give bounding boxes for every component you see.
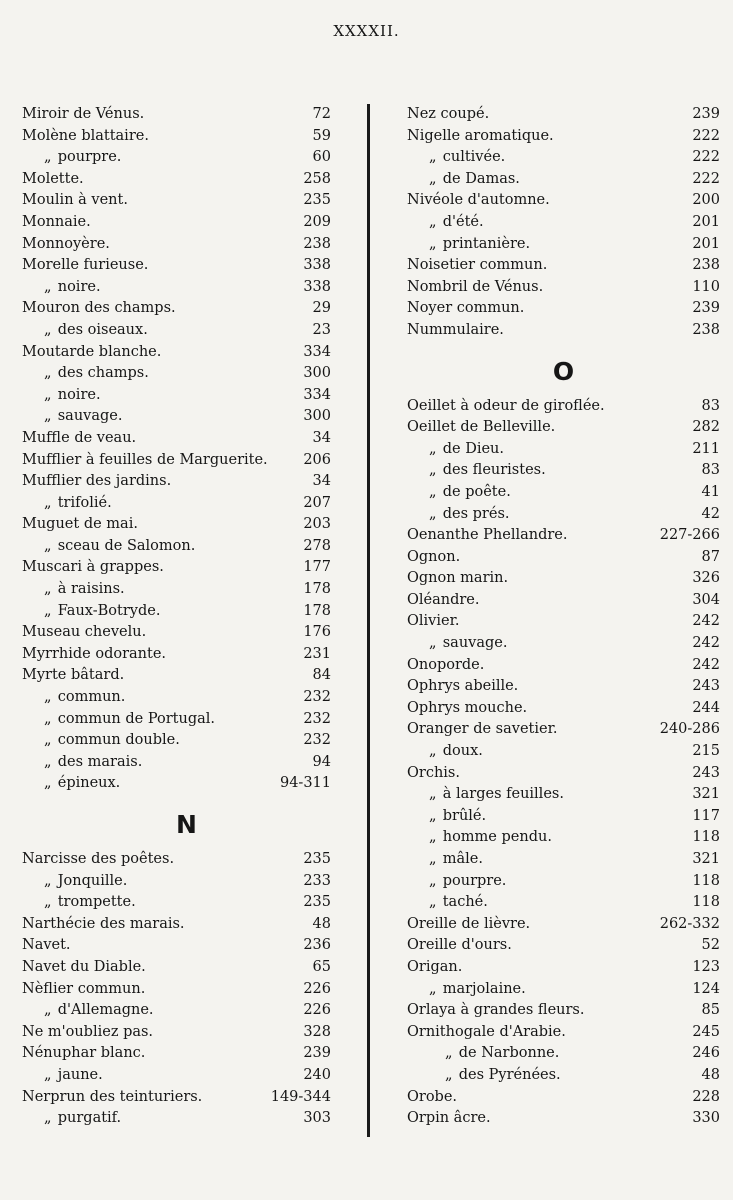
index-entry [407,1065,720,1087]
index-entry [407,169,720,191]
entry-page-number: 94 [312,753,331,770]
index-entry [22,665,331,687]
index-entry [407,1022,720,1044]
index-entry [407,827,720,849]
entry-term: „ à raisins. [22,579,125,601]
entry-term: Mufflier à feuilles de Marguerite. [22,451,268,468]
entry-page-number: 239 [692,300,720,317]
index-entry [407,655,720,677]
entry-term: „ mâle. [407,849,483,871]
entry-page-number: 34 [312,473,331,490]
entry-page-number: 203 [303,516,331,533]
index-entry [22,935,331,957]
column-divider [367,104,370,1137]
entry-term: „ des fleuristes. [407,460,546,482]
entry-term: „ brûlé. [407,806,486,828]
entry-term: Muffle de veau. [22,429,137,446]
entry-page-number: 48 [312,915,331,932]
entry-page-number: 238 [303,235,331,252]
entry-term: Moutarde blanche. [22,343,162,360]
index-entry [22,957,331,979]
index-column-left [22,104,331,1130]
index-entry [22,471,331,493]
index-column-right [407,104,720,1130]
entry-page-number: 246 [692,1045,720,1062]
index-entry [407,147,720,169]
entry-page-number: 233 [303,872,331,889]
entry-term: „ sauvage. [407,633,507,655]
index-entry [22,493,331,515]
entry-page-number: 123 [692,958,720,975]
entry-page-number: 235 [303,894,331,911]
entry-term: Oeillet à odeur de giroflée. [407,397,605,414]
entry-page-number: 232 [303,732,331,749]
index-entry [22,342,331,364]
entry-term: „ taché. [407,892,488,914]
entry-page-number: 239 [692,106,720,122]
entry-page-number: 321 [692,786,720,803]
index-entry [407,935,720,957]
index-entry [22,979,331,1001]
entry-page-number: 222 [692,149,720,166]
index-entry [407,1000,720,1022]
entry-term: „ homme pendu. [407,827,552,849]
entry-term: „ Jonquille. [22,871,127,893]
entry-term: „ noire. [22,385,101,407]
index-entry [407,547,720,569]
entry-term: „ des oiseaux. [22,320,148,342]
entry-page-number: 72 [312,106,331,122]
entry-page-number: 238 [692,321,720,338]
entry-term: „ sceau de Salomon. [22,536,195,558]
entry-page-number: 211 [692,440,720,457]
entry-term: Narcisse des poêtes. [22,851,175,867]
entry-page-number: 226 [303,1002,331,1019]
entry-term: Myrte bâtard. [22,667,125,684]
entry-term: „ d'Allemagne. [22,1000,154,1022]
entry-term: Ophrys mouche. [407,699,528,716]
entry-term: Oreille de lièvre. [407,915,531,932]
entry-term: „ trifolié. [22,493,112,515]
entry-term: Orpin âcre. [407,1110,491,1127]
index-entry [22,1065,331,1087]
entry-term: Onoporde. [407,656,485,673]
entry-page-number: 206 [303,451,331,468]
index-entry [22,773,331,795]
entry-term: Nénuphar blanc. [22,1045,146,1062]
index-entry [407,439,720,461]
entry-page-number: 34 [312,429,331,446]
entry-page-number: 59 [312,127,331,144]
index-entry [407,212,720,234]
entry-term: Muguet de mai. [22,516,138,533]
index-entry [407,957,720,979]
entry-page-number: 124 [692,980,720,997]
index-entry [407,806,720,828]
entry-term: Nez coupé. [407,106,490,122]
entry-term: Oléandre. [407,591,480,608]
entry-term: „ d'été. [407,212,484,234]
entry-term: Oeillet de Belleville. [407,419,556,436]
index-entry [407,104,720,126]
index-entry [22,849,331,871]
entry-term: „ Faux-Botryde. [22,601,160,623]
entry-page-number: 334 [303,386,331,403]
entry-term: Museau chevelu. [22,624,147,641]
index-entry [22,622,331,644]
index-entry [22,190,331,212]
index-entry [22,871,331,893]
entry-term: Mufflier des jardins. [22,473,172,490]
entry-page-number: 207 [303,494,331,511]
entry-term: Noisetier commun. [407,257,548,274]
entry-term: Monnoyère. [22,235,110,252]
entry-page-number: 330 [692,1110,720,1127]
index-entry [407,741,720,763]
index-entry [22,1022,331,1044]
entry-term: „ commun de Portugal. [22,709,215,731]
entry-term: „ cultivée. [407,147,505,169]
entry-term: Ognon. [407,548,461,565]
entry-page-number: 238 [692,257,720,274]
entry-term: „ doux. [407,741,483,763]
index-entry [407,763,720,785]
index-entry [407,190,720,212]
entry-term: Nerprun des teinturiers. [22,1088,203,1105]
entry-page-number: 200 [692,192,720,209]
index-entry [407,611,720,633]
entry-page-number: 222 [692,170,720,187]
entry-term: Noyer commun. [407,300,525,317]
entry-term: „ des champs. [22,363,149,385]
entry-page-number: 243 [692,678,720,695]
entry-page-number: 303 [303,1110,331,1127]
entry-term: Nombril de Vénus. [407,278,544,295]
entry-page-number: 178 [303,581,331,598]
index-entry [22,579,331,601]
entry-term: „ pourpre. [22,147,121,169]
index-entry [22,320,331,342]
entry-page-number: 242 [692,635,720,652]
entry-page-number: 209 [303,213,331,230]
entry-page-number: 228 [692,1088,720,1105]
index-entry [22,892,331,914]
index-entry [407,871,720,893]
entry-page-number: 23 [312,321,331,338]
index-entry [22,406,331,428]
entry-term: Olivier. [407,613,460,630]
index-entry [22,450,331,472]
entry-term: Molette. [22,170,84,187]
entry-page-number: 232 [303,689,331,706]
entry-term: Myrrhide odorante. [22,645,167,662]
entry-page-number: 242 [692,613,720,630]
entry-page-number: 245 [692,1023,720,1040]
index-entry [407,979,720,1001]
index-entry [407,719,720,741]
index-entry [407,892,720,914]
index-entry [22,255,331,277]
index-entry [22,234,331,256]
index-entry [22,1000,331,1022]
entry-page-number: 83 [701,462,720,479]
entry-term: „ à larges feuilles. [407,784,564,806]
entry-term: „ de Narbonne. [407,1043,559,1065]
entry-page-number: 118 [692,829,720,846]
index-entry [407,698,720,720]
index-entry [22,1087,331,1109]
entry-page-number: 258 [303,170,331,187]
index-entry [22,536,331,558]
entry-page-number: 240-286 [659,721,720,738]
entry-term: Nivéole d'automne. [407,192,550,209]
entry-page-number: 84 [312,667,331,684]
index-entry [22,557,331,579]
entry-term: „ commun. [22,687,125,709]
index-entry [22,428,331,450]
entry-page-number: 65 [312,958,331,975]
entry-term: Oreille d'ours. [407,937,512,954]
entry-term: Navet. [22,937,71,954]
entry-page-number: 304 [692,591,720,608]
entry-page-number: 201 [692,213,720,230]
entry-term: „ commun double. [22,730,180,752]
entry-term: „ printanière. [407,234,530,256]
index-entry [22,277,331,299]
index-entry [22,104,331,126]
entry-term: Moulin à vent. [22,192,128,209]
entry-term: Nèflier commun. [22,980,146,997]
entry-page-number: 282 [692,419,720,436]
index-entry [407,568,720,590]
index-entry [22,126,331,148]
index-entry [407,482,720,504]
entry-page-number: 222 [692,127,720,144]
section-letter: O [552,356,575,386]
index-entry [22,169,331,191]
entry-term: „ purgatif. [22,1108,121,1130]
index-entry [22,601,331,623]
entry-page-number: 243 [692,764,720,781]
index-entry [22,363,331,385]
entry-page-number: 231 [303,645,331,662]
entry-term: „ trompette. [22,892,136,914]
entry-term: Ognon marin. [407,570,509,587]
entry-page-number: 338 [303,278,331,295]
entry-page-number: 236 [303,937,331,954]
index-entry [22,687,331,709]
index-entry [22,212,331,234]
entry-page-number: 235 [303,192,331,209]
entry-page-number: 87 [701,548,720,565]
entry-term: Orchis. [407,764,460,781]
entry-page-number: 215 [692,743,720,760]
entry-page-number: 242 [692,656,720,673]
entry-page-number: 118 [692,894,720,911]
index-entry [407,234,720,256]
index-entry [407,1108,720,1130]
index-entry [407,417,720,439]
entry-term: „ de Dieu. [407,439,504,461]
index-entry [407,320,720,342]
entry-page-number: 244 [692,699,720,716]
entry-page-number: 232 [303,710,331,727]
entry-term: Nummulaire. [407,321,504,338]
index-entry [407,914,720,936]
index-entry [407,1043,720,1065]
entry-page-number: 149-344 [270,1088,331,1105]
entry-page-number: 94-311 [279,775,331,792]
entry-term: „ jaune. [22,1065,103,1087]
index-entry [407,590,720,612]
entry-page-number: 326 [692,570,720,587]
entry-page-number: 48 [701,1066,720,1083]
index-entry [22,644,331,666]
entry-page-number: 85 [701,1002,720,1019]
entry-page-number: 321 [692,851,720,867]
entry-term: Navet du Diable. [22,958,146,975]
index-entry [22,752,331,774]
entry-term: „ sauvage. [22,406,122,428]
index-entry [22,514,331,536]
entry-term: Nigelle aromatique. [407,127,554,144]
entry-term: Miroir de Vénus. [22,106,145,122]
entry-term: Origan. [407,958,463,975]
index-entry [22,730,331,752]
entry-page-number: 29 [312,300,331,317]
entry-page-number: 278 [303,537,331,554]
entry-term: Ophrys abeille. [407,678,519,695]
index-entry [22,1043,331,1065]
index-entry [22,298,331,320]
index-entry [407,633,720,655]
index-entry [407,1087,720,1109]
entry-term: „ marjolaine. [407,979,526,1001]
index-entry [22,147,331,169]
entry-page-number: 239 [303,1045,331,1062]
entry-term: „ des prés. [407,504,510,526]
entry-page-number: 334 [303,343,331,360]
entry-term: „ pourpre. [407,871,506,893]
entry-page-number: 177 [303,559,331,576]
entry-page-number: 41 [701,483,720,500]
entry-term: Monnaie. [22,213,91,230]
index-entry [407,676,720,698]
entry-page-number: 83 [701,397,720,414]
entry-term: Mouron des champs. [22,300,176,317]
index-entry [407,396,720,418]
entry-term: „ noire. [22,277,101,299]
entry-page-number: 42 [701,505,720,522]
entry-page-number: 201 [692,235,720,252]
page-number: XXXXII. [333,22,400,40]
entry-page-number: 60 [312,149,331,166]
index-entry [407,849,720,871]
index-entry [407,255,720,277]
entry-term: Morelle furieuse. [22,257,149,274]
index-entry [22,709,331,731]
entry-term: „ des marais. [22,752,142,774]
entry-term: Oranger de savetier. [407,721,558,738]
entry-term: „ épineux. [22,773,120,795]
entry-term: „ des Pyrénées. [407,1065,561,1087]
entry-term: Ornithogale d'Arabie. [407,1023,566,1040]
entry-term: Orlaya à grandes fleurs. [407,1002,585,1019]
entry-page-number: 338 [303,257,331,274]
entry-page-number: 178 [303,602,331,619]
index-entry [407,126,720,148]
index-entry [22,385,331,407]
index-entry [407,525,720,547]
entry-page-number: 118 [692,872,720,889]
entry-term: Muscari à grappes. [22,559,164,576]
entry-term: Orobe. [407,1088,458,1105]
index-entry [22,1108,331,1130]
entry-page-number: 110 [692,278,720,295]
index-entry [407,298,720,320]
entry-page-number: 226 [303,980,331,997]
entry-term: „ de Damas. [407,169,520,191]
entry-page-number: 240 [303,1066,331,1083]
entry-page-number: 176 [303,624,331,641]
section-letter: N [176,810,197,839]
index-entry [407,784,720,806]
entry-term: Ne m'oubliez pas. [22,1023,154,1040]
entry-term: Molène blattaire. [22,127,149,144]
entry-term: Narthécie des marais. [22,915,185,932]
entry-page-number: 235 [303,851,331,867]
entry-term: Oenanthe Phellandre. [407,527,568,544]
index-entry [407,277,720,299]
index-entry [407,504,720,526]
entry-page-number: 52 [701,937,720,954]
entry-page-number: 328 [303,1023,331,1040]
index-entry [22,914,331,936]
entry-page-number: 300 [303,408,331,425]
index-entry [407,460,720,482]
entry-page-number: 227-266 [659,527,720,544]
entry-term: „ de poête. [407,482,511,504]
entry-page-number: 262-332 [659,915,720,932]
entry-page-number: 117 [692,807,720,824]
entry-page-number: 300 [303,365,331,382]
